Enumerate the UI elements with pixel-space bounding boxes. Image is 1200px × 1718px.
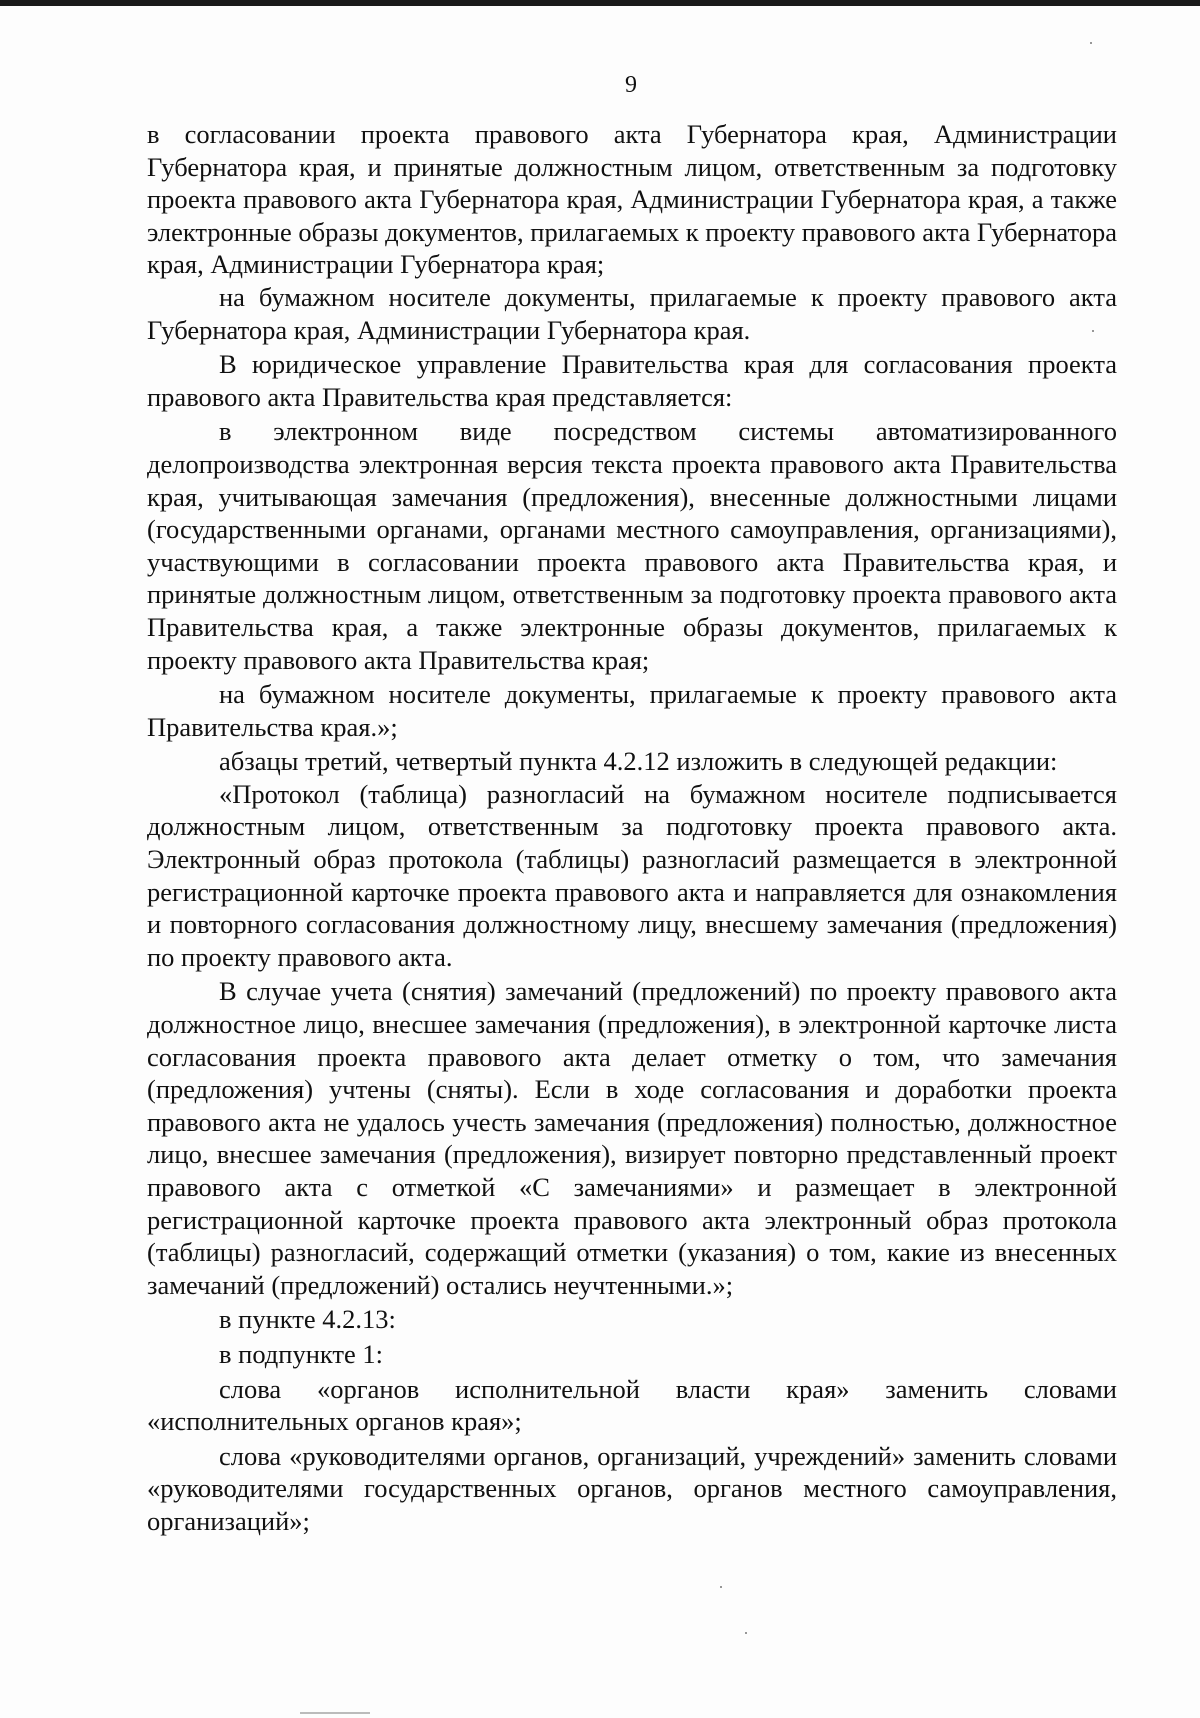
paragraph-8: В случае учета (снятия) замечаний (предложений) по проекту правового акта должностное лицо, внесшее замечания (предложения), в электронной карточке листа согласования проекта правового акта делает отметку о том, что замечания (предложения) учтены (сняты). Если в ходе согласования и доработки проекта правового акта не удалось учесть замечания (предложения) полностью, должностное лицо, внесшее замечания (предложения), визирует повторно представленный проект правового акта с отметкой «С замечаниями» и размещает в электронной регистрационной карточке проекта правового акта электронный образ протокола (таблицы) разногласий, содержащий отметки (указания) о том, какие из внесенных замечаний (предложений) остались неучтенными.»; (147, 976, 1117, 1300)
paragraph-5: на бумажном носителе документы, прилагаемые к проекту правового акта Правительства края.»; (147, 679, 1117, 742)
paragraph-7: «Протокол (таблица) разногласий на бумажном носителе подписывается должностным лицом, ответственным за подготовку проекта правового акта. Электронный образ протокола (таблицы) разногласий размещается в электронной регистрационной карточке проекта правового акта и направляется для ознакомления и повторного согласования должностному лицу, внесшему замечания (предложения) по проекту правового акта. (147, 778, 1117, 972)
scan-speck (1092, 330, 1094, 332)
paragraph-1: в согласовании проекта правового акта Губернатора края, Администрации Губернатора края, и принятые должностным лицом, ответственным за подготовку проекта правового акта Губернатора края, Администрации Губернатора края, а также электронные образы документов, прилагаемых к проекту правового акта Губернатора края, Администрации Губернатора края; (147, 119, 1117, 280)
scan-speck (1090, 42, 1092, 44)
page-number: 9 (625, 72, 637, 98)
paragraph-9: в пункте 4.2.13: (219, 1304, 396, 1335)
scan-bottom-mark (300, 1712, 370, 1714)
paragraph-11: слова «органов исполнительной власти края» заменить словами «исполнительных органов края»; (147, 1373, 1117, 1437)
paragraph-4: в электронном виде посредством системы автоматизированного делопроизводства электронная версия текста проекта правового акта Правительства края, учитывающая замечания (предложения), внесенные должностными лицами (государственными органами, органами местного самоуправления, организациями), участвующими в согласовании проекта правового акта Правительства края, и принятые должностным лицом, ответственным за подготовку проекта правового акта Правительства края, а также электронные образы документов, прилагаемых к проекту правового акта Правительства края; (147, 416, 1117, 675)
scan-speck (720, 1586, 722, 1588)
paragraph-10: в подпункте 1: (219, 1338, 384, 1369)
scan-top-edge (0, 0, 1200, 6)
paragraph-6: абзацы третий, четвертый пункта 4.2.12 изложить в следующей редакции: (219, 746, 1058, 777)
paragraph-2: на бумажном носителе документы, прилагаемые к проекту правового акта Губернатора края, Администрации Губернатора края. (147, 281, 1117, 345)
document-body (147, 118, 1117, 1538)
paragraph-3: В юридическое управление Правительства края для согласования проекта правового акта Правительства края представляется: (147, 349, 1117, 412)
paragraph-12: слова «руководителями органов, организаций, учреждений» заменить словами «руководителями государственных органов, органов местного самоуправления, организаций»; (147, 1440, 1117, 1536)
scan-speck (745, 1632, 747, 1634)
